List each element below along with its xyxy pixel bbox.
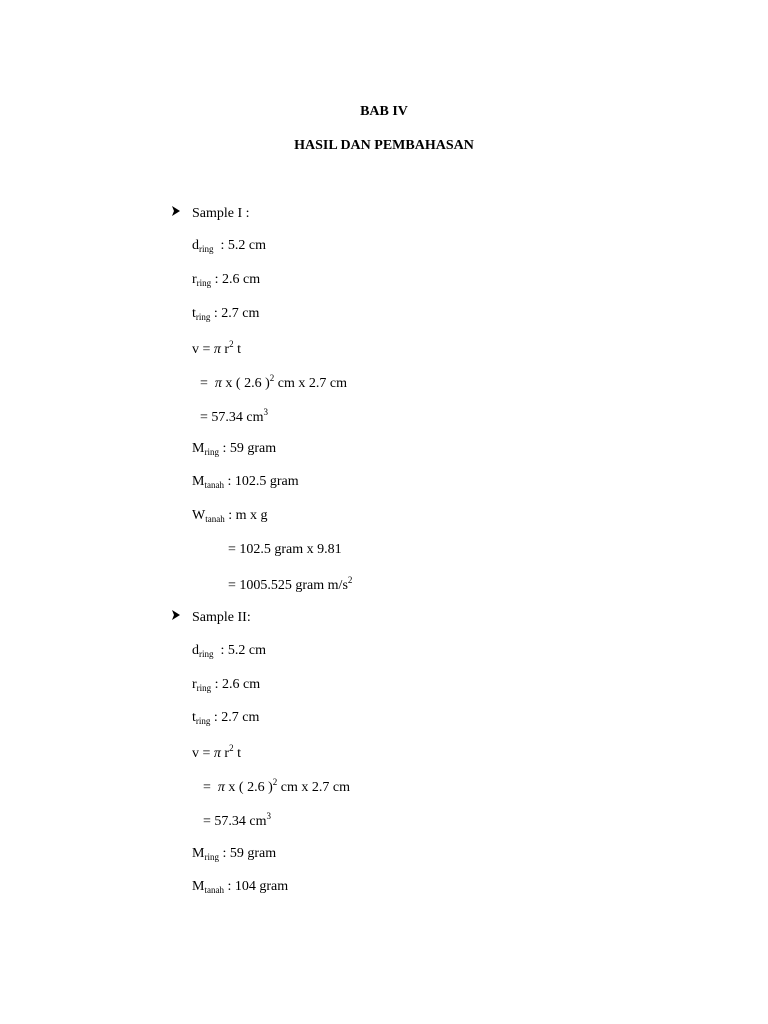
- sample-2-label: Sample II:: [192, 610, 251, 625]
- s2-r-ring: $r_{ring}$ : 2.6 cm: [192, 677, 261, 693]
- s1-w-tanah: $W_{tanah}$ : m x g: [192, 508, 268, 524]
- s1-d-ring: $d_{ring}$ : 5.2 cm: [192, 238, 266, 254]
- s2-volume-formula: v = π $r^2$ t: [192, 743, 241, 761]
- s2-m-ring: $M_{ring}$ : 59 gram: [192, 846, 277, 862]
- sample-1-heading: [170, 205, 250, 222]
- s1-t-ring: $t_{ring}$ : 2.7 cm: [192, 306, 260, 322]
- s2-m-tanah: $M_{tanah}$ : 104 gram: [192, 879, 289, 895]
- sample-1-label: Sample I :: [192, 206, 250, 221]
- chapter-title: HASIL DAN PEMBAHASAN: [294, 138, 474, 153]
- s2-volume-result: = 57.34 $cm^3$: [203, 811, 271, 829]
- s1-w-calc-1: = 102.5 gram x 9.81: [228, 542, 342, 557]
- s1-r-ring: $r_{ring}$ : 2.6 cm: [192, 272, 261, 288]
- s2-volume-calc: = π x ( 2.6 )$^2$ cm x 2.7 cm: [203, 777, 350, 795]
- s1-m-ring: $M_{ring}$ : 59 gram: [192, 441, 277, 457]
- arrow-bullet-icon: [170, 609, 192, 626]
- s1-volume-calc: = π x ( 2.6 )$^2$ cm x 2.7 cm: [200, 373, 347, 391]
- s1-volume-formula: v = π $r^2$ t: [192, 339, 241, 357]
- arrow-bullet-icon: [170, 205, 192, 222]
- s1-volume-result: = 57.34 $cm^3$: [200, 407, 268, 425]
- sample-2-heading: [170, 609, 251, 626]
- chapter-heading: BAB IV: [360, 104, 408, 119]
- s2-t-ring: $t_{ring}$ : 2.7 cm: [192, 710, 260, 726]
- s1-m-tanah: $M_{tanah}$ : 102.5 gram: [192, 474, 299, 490]
- s2-d-ring: $d_{ring}$ : 5.2 cm: [192, 643, 266, 659]
- s1-w-calc-2: = 1005.525 gram $m/s^2$: [228, 575, 353, 593]
